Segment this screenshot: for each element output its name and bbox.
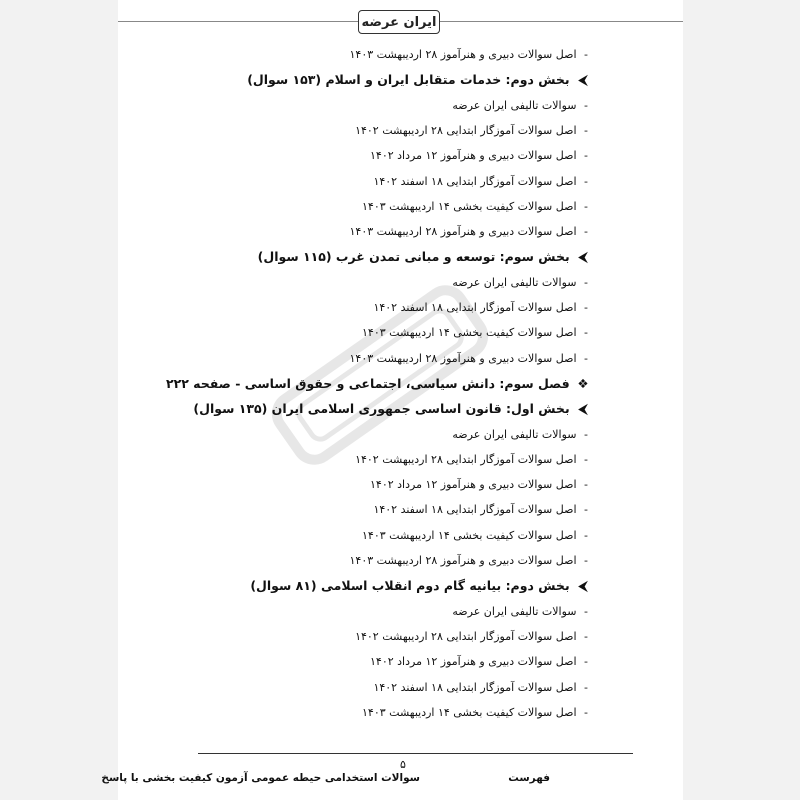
- toc-section: [160, 247, 592, 267]
- dash-marker: -: [584, 706, 588, 719]
- toc-section-text: بخش سوم: توسعه و مبانی تمدن غرب (۱۱۵ سوال): [257, 249, 570, 264]
- footer-index-label: فهرست: [508, 772, 550, 784]
- toc-item-text: اصل سوالات کیفیت بخشی ۱۴ اردیبهشت ۱۴۰۳: [362, 706, 577, 719]
- toc-item-text: اصل سوالات کیفیت بخشی ۱۴ اردیبهشت ۱۴۰۳: [362, 529, 577, 542]
- toc-item: [160, 172, 600, 192]
- toc-item: [160, 526, 600, 546]
- toc-item-text: اصل سوالات آموزگار ابتدایی ۱۸ اسفند ۱۴۰۲: [373, 503, 577, 516]
- toc-item: [160, 652, 600, 672]
- dash-marker: -: [584, 453, 588, 466]
- toc-item-text: سوالات تالیفی ایران عرضه: [452, 99, 577, 112]
- dash-marker: -: [584, 149, 588, 162]
- toc-item: [160, 551, 600, 571]
- dash-marker: -: [584, 503, 588, 516]
- toc-item-text: سوالات تالیفی ایران عرضه: [452, 605, 577, 618]
- page-number: ۵: [400, 758, 406, 771]
- dash-marker: -: [584, 605, 588, 618]
- toc-item: [160, 627, 600, 647]
- toc-chapter: [160, 374, 592, 394]
- toc-item: [160, 96, 600, 116]
- header-rule-left: [118, 21, 358, 22]
- brand-logo: [358, 10, 440, 34]
- toc-item: [160, 602, 600, 622]
- brand-logo-text: ایران عرضه: [361, 14, 437, 30]
- dash-marker: -: [584, 630, 588, 643]
- toc-item: [160, 678, 600, 698]
- dash-marker: -: [584, 554, 588, 567]
- toc-section-text: بخش دوم: خدمات متقابل ایران و اسلام (۱۵۳ سوال): [247, 72, 570, 87]
- toc-item-text: اصل سوالات دبیری و هنرآموز ۱۲ مرداد ۱۴۰۲: [370, 149, 577, 162]
- toc-item-text: اصل سوالات دبیری و هنرآموز ۱۲ مرداد ۱۴۰۲: [370, 478, 577, 491]
- toc-item-text: اصل سوالات کیفیت بخشی ۱۴ اردیبهشت ۱۴۰۳: [362, 326, 577, 339]
- toc-item-text: اصل سوالات آموزگار ابتدایی ۱۸ اسفند ۱۴۰۲: [373, 681, 577, 694]
- dash-marker: -: [584, 326, 588, 339]
- arrow-bullet-icon: ⮜: [578, 578, 588, 593]
- toc-item-text: اصل سوالات کیفیت بخشی ۱۴ اردیبهشت ۱۴۰۳: [362, 200, 577, 213]
- toc-item-text: اصل سوالات دبیری و هنرآموز ۱۲ مرداد ۱۴۰۲: [370, 655, 577, 668]
- toc-section: [160, 399, 592, 419]
- toc-item-text: اصل سوالات دبیری و هنرآموز ۲۸ اردیبهشت ۱۴۰۳: [349, 225, 577, 238]
- dash-marker: -: [584, 529, 588, 542]
- toc-item: [160, 425, 600, 445]
- toc-item: [160, 273, 600, 293]
- dash-marker: -: [584, 200, 588, 213]
- toc-section: [160, 70, 592, 90]
- toc-item: [160, 500, 600, 520]
- toc-item: [160, 703, 600, 723]
- toc-item-text: سوالات تالیفی ایران عرضه: [452, 428, 577, 441]
- dash-marker: -: [584, 99, 588, 112]
- dash-marker: -: [584, 175, 588, 188]
- toc-item: [160, 349, 600, 369]
- dash-marker: -: [584, 276, 588, 289]
- toc-item-text: اصل سوالات دبیری و هنرآموز ۲۸ اردیبهشت ۱۴۰۳: [349, 554, 577, 567]
- dash-marker: -: [584, 301, 588, 314]
- toc-section: [160, 576, 592, 596]
- toc-item: [160, 121, 600, 141]
- dash-marker: -: [584, 478, 588, 491]
- dash-marker: -: [584, 124, 588, 137]
- toc-item: [160, 197, 600, 217]
- dash-marker: -: [584, 655, 588, 668]
- dash-marker: -: [584, 681, 588, 694]
- toc-item: [160, 298, 600, 318]
- toc-item-text: اصل سوالات آموزگار ابتدایی ۲۸ اردیبهشت ۱۴۰۲: [355, 453, 577, 466]
- toc-item-text: اصل سوالات آموزگار ابتدایی ۱۸ اسفند ۱۴۰۲: [373, 301, 577, 314]
- toc-item: [160, 146, 600, 166]
- dash-marker: -: [584, 225, 588, 238]
- footer-book-title: سوالات استخدامی حیطه عمومی آزمون کیفیت بخشی با پاسخ: [101, 772, 420, 784]
- toc-item: [160, 222, 600, 242]
- arrow-bullet-icon: ⮜: [578, 72, 588, 87]
- arrow-bullet-icon: ⮜: [578, 249, 588, 264]
- toc-item-text: اصل سوالات آموزگار ابتدایی ۲۸ اردیبهشت ۱۴۰۲: [355, 630, 577, 643]
- dash-marker: -: [584, 428, 588, 441]
- arrow-bullet-icon: ⮜: [578, 401, 588, 416]
- toc-item: [160, 323, 600, 343]
- toc-item-text: اصل سوالات آموزگار ابتدایی ۱۸ اسفند ۱۴۰۲: [373, 175, 577, 188]
- toc-section-text: بخش اول: قانون اساسی جمهوری اسلامی ایران (۱۳۵ سوال): [193, 401, 570, 416]
- header-rule-right: [440, 21, 683, 22]
- toc-item-text: اصل سوالات دبیری و هنرآموز ۲۸ اردیبهشت ۱۴۰۳: [349, 352, 577, 365]
- toc-item: [160, 475, 600, 495]
- toc-item: [160, 45, 600, 65]
- footer-rule: [198, 753, 633, 754]
- toc-chapter-text: فصل سوم: دانش سیاسی، اجتماعی و حقوق اساسی - صفحه ۲۲۲: [165, 376, 570, 391]
- dash-marker: -: [584, 352, 588, 365]
- toc-item-text: اصل سوالات دبیری و هنرآموز ۲۸ اردیبهشت ۱۴۰۳: [349, 48, 577, 61]
- toc-section-text: بخش دوم: بیانیه گام دوم انقلاب اسلامی (۸۱ سوال): [250, 578, 570, 593]
- toc-item-text: اصل سوالات آموزگار ابتدایی ۲۸ اردیبهشت ۱۴۰۲: [355, 124, 577, 137]
- toc-item-text: سوالات تالیفی ایران عرضه: [452, 276, 577, 289]
- diamond-bullet-icon: ❖: [577, 376, 589, 391]
- dash-marker: -: [584, 48, 588, 61]
- toc-item: [160, 450, 600, 470]
